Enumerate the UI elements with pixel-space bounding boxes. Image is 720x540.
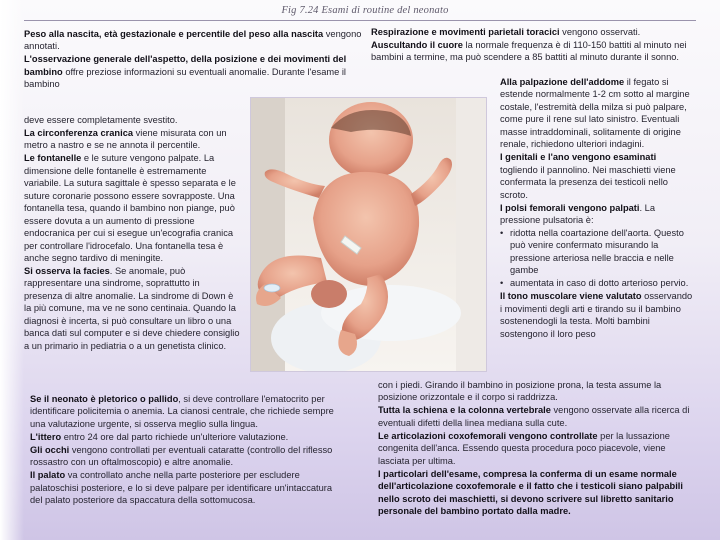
right-column-bottom <box>378 379 696 518</box>
paragraph-text: togliendo il pannolino. Nei maschietti viene confermata la presenza dei testicoli nello scroto. <box>500 164 676 200</box>
paragraph-text: , si deve controllare l'ematocrito per identificare policitemia o anemia. La cianosi centrale, che richiede sempre una valutazione urgente, si osserva meglio sulla lingua. <box>30 394 334 429</box>
paragraph-text: la normale frequenza è di 110-150 battiti al minuto nei bambini a termine, ma può scendere a 85 battiti al minuto durante il sonno. <box>371 39 687 63</box>
paragraph-heading: Il tono muscolare viene valutato <box>500 291 642 302</box>
paragraph-heading: La circonferenza cranica <box>24 127 134 138</box>
paragraph-text: per la lussazione congenita dell'anca. Essendo questa procedura poco piacevole, viene lasciata per ultima. <box>378 430 670 466</box>
paragraph <box>378 468 696 518</box>
bullet-icon: • <box>500 278 504 289</box>
bullet-item <box>500 227 694 277</box>
bullet-text: aumentata in caso di dotto arterioso pervio. <box>510 278 689 289</box>
paragraph-heading: Si osserva la facies <box>24 265 110 276</box>
figure-caption: Fig 7.24 Esami di routine del neonato <box>281 5 449 16</box>
paragraph <box>24 114 240 126</box>
paragraph-text: viene misurata con un metro a nastro e se ne annota il percentile. <box>24 127 227 151</box>
paragraph-heading: Le fontanelle <box>24 153 82 164</box>
id-bracelet <box>264 284 280 292</box>
paragraph-text: deve essere completamente svestito. <box>24 115 178 125</box>
paragraph <box>378 404 696 429</box>
bullet-icon: • <box>500 227 504 238</box>
caption-rule <box>24 20 696 21</box>
paragraph <box>371 39 694 64</box>
paragraph-text: e le suture vengono palpate. La dimensione delle fontanelle è estremamente variabile. La sutura sagittale è spesso separata e le suture coronarie possono essere sovrapposte. Una fontanella tesa, quando il bambino non piange, può essere dovuta a un aumento di pressione endocranica per cui si esegue un'ecografia cranica per controllare l'idrocefalo. Una fontanella tesa è anche segno tardivo di meningite. <box>24 153 236 263</box>
paragraph-text: . La pressione pulsatoria è: <box>500 202 655 225</box>
right-column-narrow <box>500 76 694 341</box>
paragraph-text: . Se anomale, può rappresentare una sindrome, soprattutto in presenza di altre anomalie. La sindrome di Down è la più comune, ma ve ne sono centinaia. Quando la diagnosi è incerta, si può consultare un libro o una banca dati sul computer e si deve chiedere consiglio a un primario in pediatria o a un genetista clinico. <box>24 265 240 351</box>
paragraph-heading: I genitali e l'ano vengono esaminati <box>500 152 657 163</box>
paragraph-heading: L'ittero <box>30 431 62 442</box>
page-edge-shadow <box>0 0 24 540</box>
newborn-illustration <box>251 98 487 372</box>
paragraph-text: entro 24 ore dal parto richiede un'ulteriore valutazione. <box>61 431 289 442</box>
paragraph-text: vengono osservati. <box>559 27 641 37</box>
paragraph-heading: Gli occhi <box>30 444 70 455</box>
paragraph-heading: Il palato <box>30 470 66 481</box>
left-column-bottom <box>30 393 345 507</box>
paragraph <box>24 53 364 90</box>
paragraph <box>500 76 694 151</box>
paragraph-heading: Le articolazioni coxofemorali vengono controllate <box>378 430 598 441</box>
sheet-edge <box>456 98 487 372</box>
paragraph <box>30 444 345 469</box>
paragraph <box>24 127 240 152</box>
paragraph <box>500 151 694 201</box>
paragraph-text: offre preziose informazioni su eventuali anomalie. Durante l'esame il bambino <box>24 66 346 90</box>
bullet-text: ridotta nella coartazione dell'aorta. Questo può venire confermato misurando la pressione arteriosa nelle braccia e nelle gambe <box>510 227 684 276</box>
paragraph-text: osservando i movimenti degli arti e tirando su il bambino sostenendogli la testa. Molti bambini sostengono il loro peso <box>500 291 693 339</box>
paragraph-heading: L'osservazione generale dell'aspetto, della posizione e dei movimenti del bambino <box>24 54 347 77</box>
paragraph <box>378 379 696 404</box>
paragraph-text: vengono osservate alla ricerca di eventuali difetti della linea mediana sulla cute. <box>378 405 690 428</box>
paragraph-heading: Se il neonato è pletorico o pallido <box>30 394 179 404</box>
paragraph <box>500 290 694 340</box>
paragraph <box>500 202 694 227</box>
left-column-narrow <box>24 114 240 353</box>
paragraph-text: vengono annotati. <box>24 29 362 52</box>
paragraph <box>24 152 240 264</box>
paragraph-text: con i piedi. Girando il bambino in posizione prona, la testa assume la posizione orizzontale e il corpo si raddrizza. <box>378 380 662 403</box>
paragraph-heading: I particolari dell'esame, compresa la conferma di un esame normale dell'articolazione coxofemorale e il fatto che i testicoli siano palpabili nello scroto dei maschietti, si devono scrivere sul libretto sanitario personale del bambino portato dalla madre. <box>378 468 683 517</box>
paragraph-text: vengono controllati per eventuali cataratte (controllo del riflesso rossastro con un oftalmoscopio) e altre anomalie. <box>30 444 333 468</box>
paragraph-heading: I polsi femorali vengono palpati <box>500 202 640 213</box>
paragraph-heading: Alla palpazione dell'addome <box>500 77 625 87</box>
newborn-photo <box>250 97 487 372</box>
paragraph <box>24 265 240 352</box>
paragraph <box>30 469 345 506</box>
paragraph-heading: Tutta la schiena e la colonna vertebrale <box>378 405 551 416</box>
paragraph <box>30 393 345 430</box>
paragraph-text: il fegato si estende normalmente 1-2 cm sotto al margine costale, l'estremità della milza si può palpare, come pure il rene sul lato sinistro. Eventuali masse intraddominali, solitamente di origine renale, richiedono ulteriori indagini. <box>500 77 690 150</box>
paragraph-heading: Respirazione e movimenti parietali toracici <box>371 27 560 37</box>
paragraph <box>24 28 364 53</box>
baby-genitals <box>311 280 347 308</box>
right-column-top <box>371 26 694 64</box>
paragraph-heading: Peso alla nascita, età gestazionale e percentile del peso alla nascita <box>24 29 324 39</box>
paragraph-text: va controllato anche nella parte posteriore per escludere palatoschisi posteriore, e lo si deve palpare per identificare un'intaccatura del palato posteriore da spaccatura della sottomucosa. <box>30 470 333 506</box>
paragraph <box>378 430 696 467</box>
paragraph <box>30 431 345 443</box>
paragraph <box>371 26 694 38</box>
paragraph-heading: Auscultando il cuore <box>371 39 463 50</box>
bullet-item <box>500 277 694 289</box>
left-column-top <box>24 28 364 91</box>
